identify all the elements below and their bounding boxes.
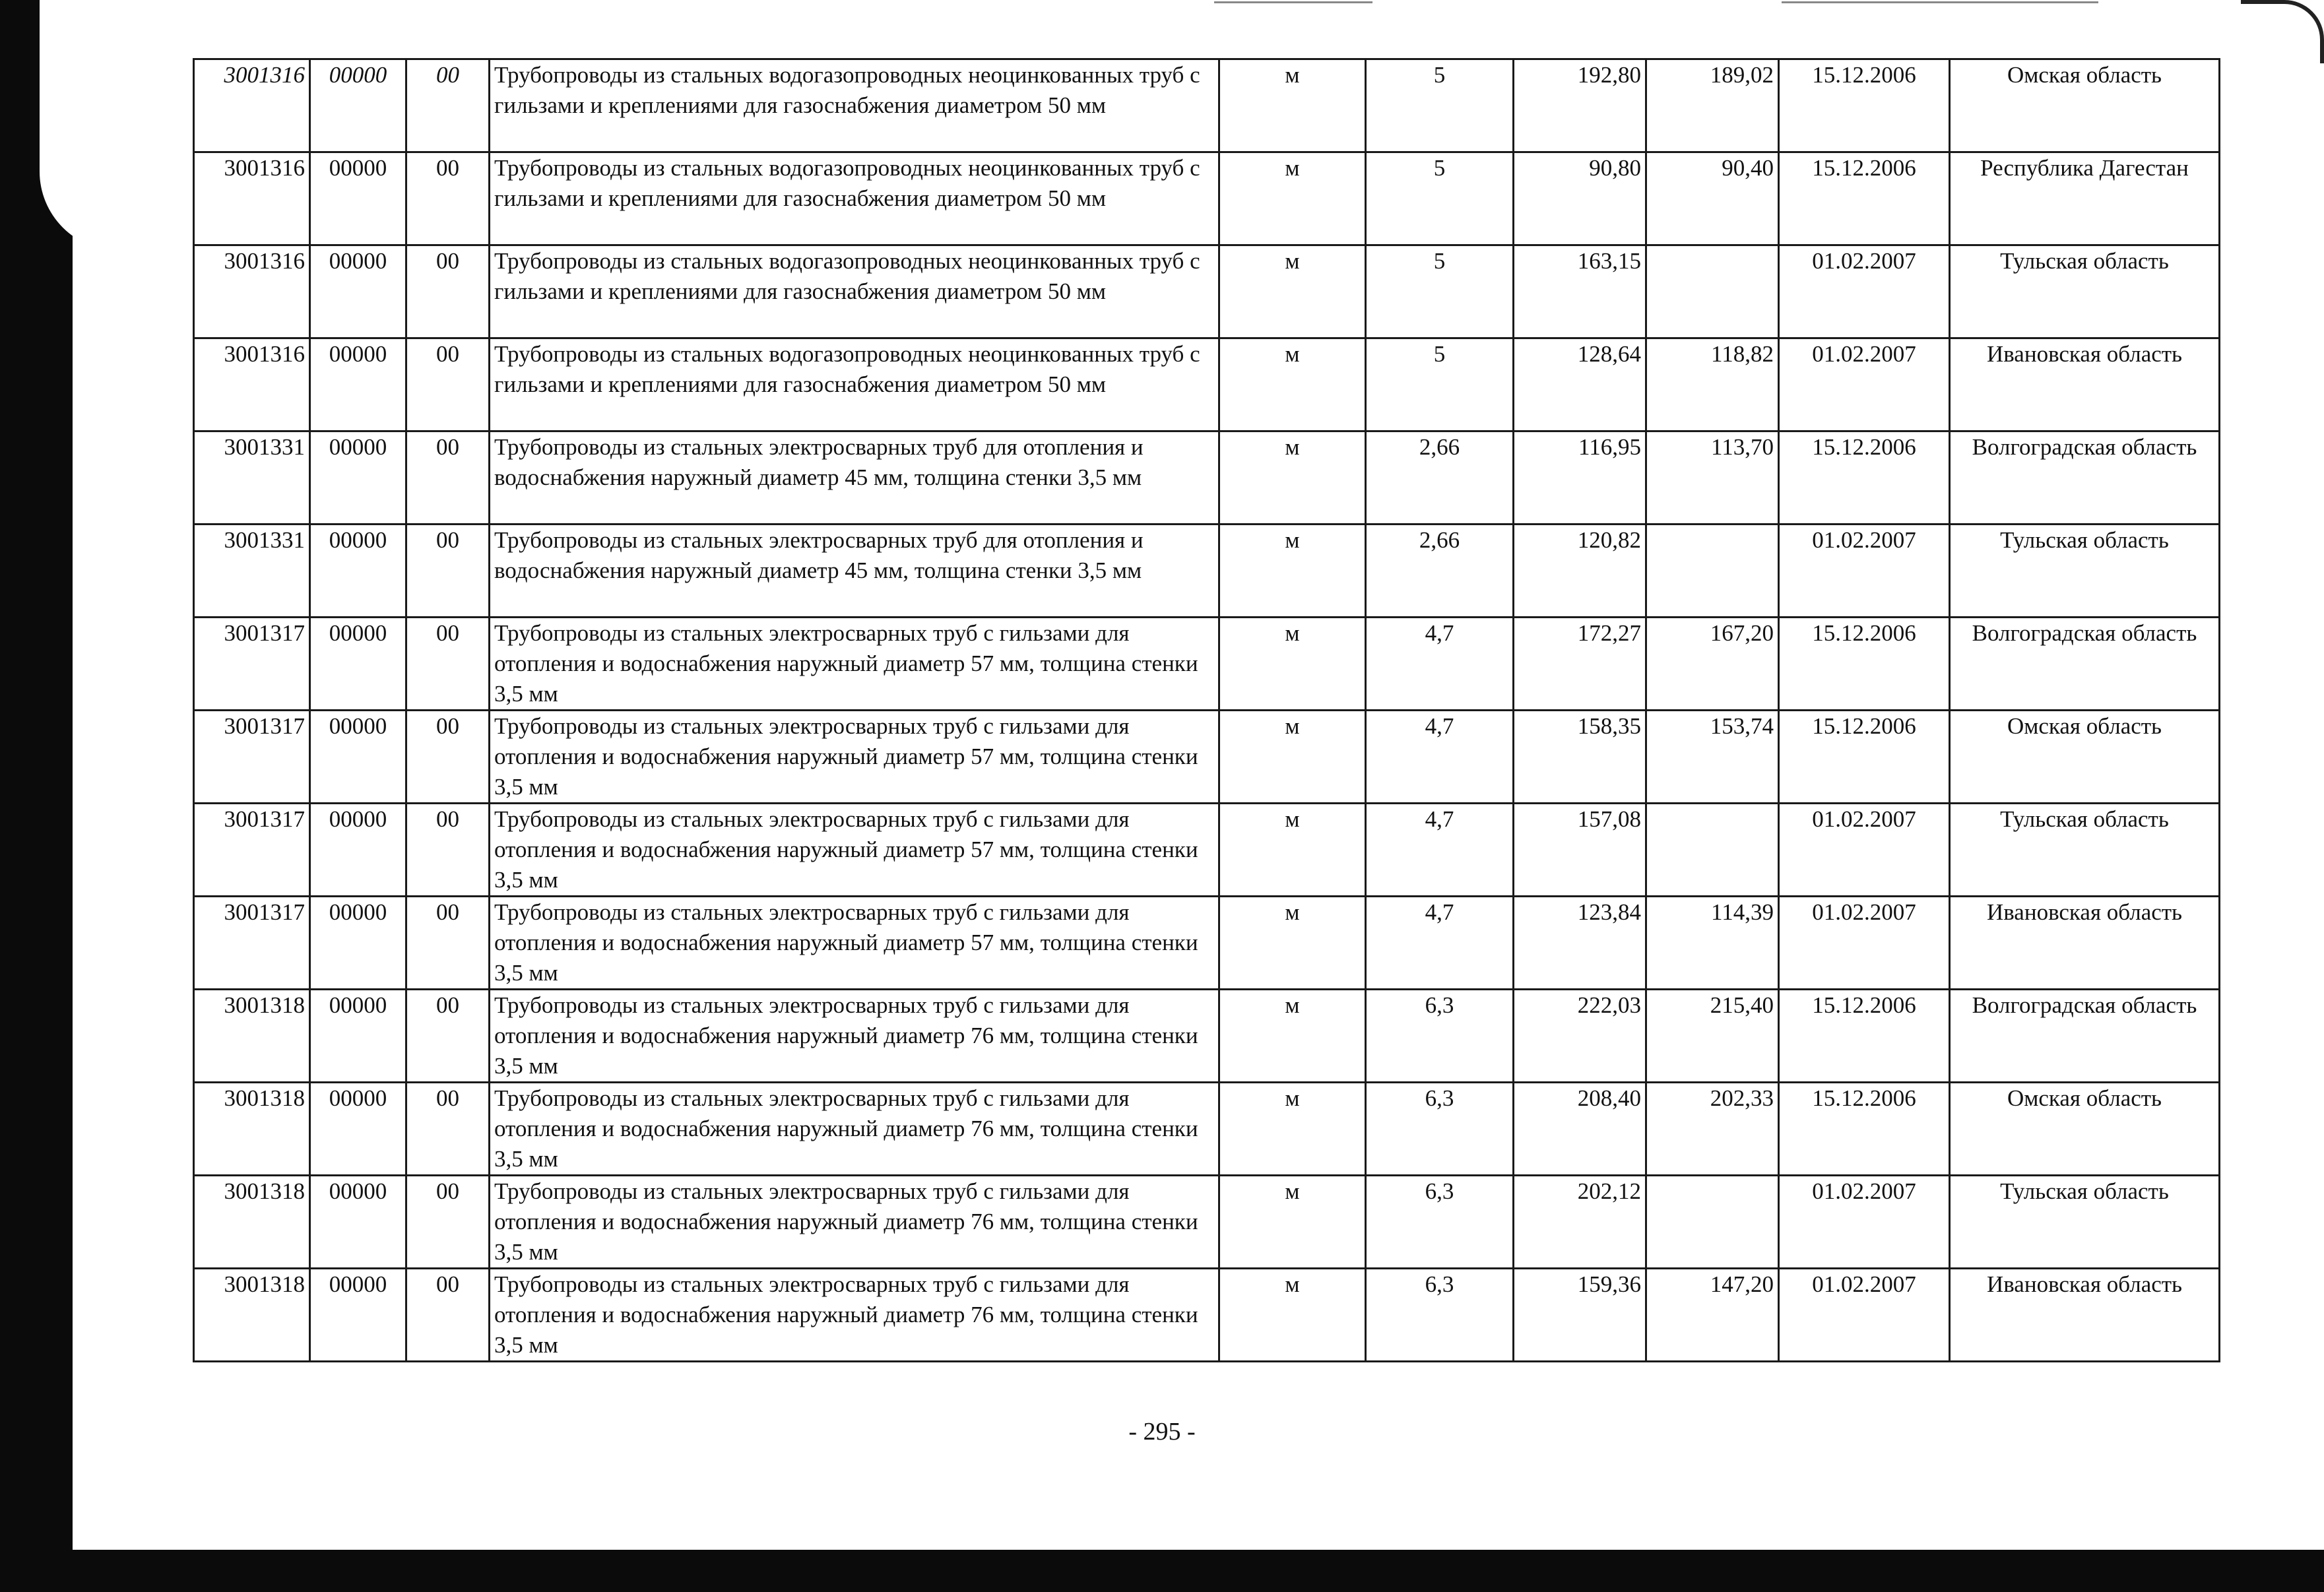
quantity-cell: 6,3 xyxy=(1366,1083,1514,1176)
item-code-cell: 3001318 xyxy=(194,1083,310,1176)
table-row xyxy=(194,897,2220,990)
region-cell: Республика Дагестан xyxy=(1950,152,2220,245)
suffix-code-cell: 00 xyxy=(406,59,490,152)
price-2-cell: 147,20 xyxy=(1646,1269,1779,1362)
item-code-cell: 3001316 xyxy=(194,59,310,152)
price-2-cell: 90,40 xyxy=(1646,152,1779,245)
scan-left-edge xyxy=(0,0,73,1592)
suffix-code-cell: 00 xyxy=(406,1176,490,1269)
suffix-code-cell: 00 xyxy=(406,711,490,804)
date-cell: 15.12.2006 xyxy=(1779,431,1950,525)
unit-cell: м xyxy=(1219,1176,1366,1269)
date-cell: 01.02.2007 xyxy=(1779,804,1950,897)
unit-cell: м xyxy=(1219,152,1366,245)
region-cell: Ивановская область xyxy=(1950,338,2220,431)
suffix-code-cell: 00 xyxy=(406,431,490,525)
table-row xyxy=(194,990,2220,1083)
price-1-cell: 123,84 xyxy=(1514,897,1646,990)
sub-code-cell: 00000 xyxy=(310,897,406,990)
suffix-code-cell: 00 xyxy=(406,152,490,245)
price-1-cell: 116,95 xyxy=(1514,431,1646,525)
unit-cell: м xyxy=(1219,897,1366,990)
price-2-cell: 189,02 xyxy=(1646,59,1779,152)
price-1-cell: 159,36 xyxy=(1514,1269,1646,1362)
table-row xyxy=(194,152,2220,245)
unit-cell: м xyxy=(1219,431,1366,525)
item-description-cell: Трубопроводы из стальных электросварных труб с гильзами для отопления и водоснабжения наружный диаметр 76 мм, толщина стенки 3,5 мм xyxy=(490,1269,1219,1362)
table-row xyxy=(194,245,2220,338)
item-description-cell: Трубопроводы из стальных водогазопроводных неоцинкованных труб с гильзами и креплениями для газоснабжения диаметром 50 мм xyxy=(490,59,1219,152)
table-row xyxy=(194,804,2220,897)
item-code-cell: 3001318 xyxy=(194,1176,310,1269)
item-description-cell: Трубопроводы из стальных электросварных труб с гильзами для отопления и водоснабжения наружный диаметр 76 мм, толщина стенки 3,5 мм xyxy=(490,990,1219,1083)
price-2-cell: 113,70 xyxy=(1646,431,1779,525)
price-2-cell xyxy=(1646,1176,1779,1269)
sub-code-cell: 00000 xyxy=(310,59,406,152)
item-description-cell: Трубопроводы из стальных электросварных труб с гильзами для отопления и водоснабжения наружный диаметр 57 мм, толщина стенки 3,5 мм xyxy=(490,711,1219,804)
region-cell: Волгоградская область xyxy=(1950,431,2220,525)
date-cell: 15.12.2006 xyxy=(1779,711,1950,804)
table-row xyxy=(194,711,2220,804)
item-code-cell: 3001316 xyxy=(194,338,310,431)
quantity-cell: 5 xyxy=(1366,338,1514,431)
item-code-cell: 3001317 xyxy=(194,711,310,804)
item-code-cell: 3001316 xyxy=(194,245,310,338)
item-description-cell: Трубопроводы из стальных электросварных труб с гильзами для отопления и водоснабжения наружный диаметр 76 мм, толщина стенки 3,5 мм xyxy=(490,1083,1219,1176)
suffix-code-cell: 00 xyxy=(406,245,490,338)
sub-code-cell: 00000 xyxy=(310,245,406,338)
suffix-code-cell: 00 xyxy=(406,338,490,431)
region-cell: Ивановская область xyxy=(1950,1269,2220,1362)
price-2-cell: 215,40 xyxy=(1646,990,1779,1083)
scan-top-line xyxy=(1214,1,1372,3)
price-1-cell: 128,64 xyxy=(1514,338,1646,431)
item-code-cell: 3001317 xyxy=(194,897,310,990)
quantity-cell: 6,3 xyxy=(1366,1176,1514,1269)
price-1-cell: 172,27 xyxy=(1514,618,1646,711)
quantity-cell: 2,66 xyxy=(1366,525,1514,618)
date-cell: 15.12.2006 xyxy=(1779,59,1950,152)
sub-code-cell: 00000 xyxy=(310,1176,406,1269)
price-2-cell xyxy=(1646,245,1779,338)
item-description-cell: Трубопроводы из стальных электросварных труб с гильзами для отопления и водоснабжения наружный диаметр 57 мм, толщина стенки 3,5 мм xyxy=(490,618,1219,711)
sub-code-cell: 00000 xyxy=(310,338,406,431)
suffix-code-cell: 00 xyxy=(406,618,490,711)
scan-top-line xyxy=(1782,1,2098,3)
table-row xyxy=(194,338,2220,431)
unit-cell: м xyxy=(1219,525,1366,618)
sub-code-cell: 00000 xyxy=(310,1083,406,1176)
region-cell: Ивановская область xyxy=(1950,897,2220,990)
region-cell: Волгоградская область xyxy=(1950,990,2220,1083)
sub-code-cell: 00000 xyxy=(310,525,406,618)
date-cell: 01.02.2007 xyxy=(1779,897,1950,990)
quantity-cell: 4,7 xyxy=(1366,804,1514,897)
price-1-cell: 208,40 xyxy=(1514,1083,1646,1176)
suffix-code-cell: 00 xyxy=(406,990,490,1083)
unit-cell: м xyxy=(1219,59,1366,152)
suffix-code-cell: 00 xyxy=(406,525,490,618)
date-cell: 15.12.2006 xyxy=(1779,618,1950,711)
quantity-cell: 6,3 xyxy=(1366,990,1514,1083)
quantity-cell: 5 xyxy=(1366,59,1514,152)
price-2-cell: 202,33 xyxy=(1646,1083,1779,1176)
quantity-cell: 5 xyxy=(1366,152,1514,245)
price-1-cell: 157,08 xyxy=(1514,804,1646,897)
item-description-cell: Трубопроводы из стальных электросварных труб с гильзами для отопления и водоснабжения наружный диаметр 76 мм, толщина стенки 3,5 мм xyxy=(490,1176,1219,1269)
table-row xyxy=(194,525,2220,618)
item-code-cell: 3001318 xyxy=(194,990,310,1083)
suffix-code-cell: 00 xyxy=(406,1083,490,1176)
region-cell: Тульская область xyxy=(1950,245,2220,338)
suffix-code-cell: 00 xyxy=(406,1269,490,1362)
sub-code-cell: 00000 xyxy=(310,711,406,804)
sub-code-cell: 00000 xyxy=(310,618,406,711)
item-code-cell: 3001317 xyxy=(194,804,310,897)
quantity-cell: 4,7 xyxy=(1366,618,1514,711)
price-table xyxy=(193,58,2220,1362)
sub-code-cell: 00000 xyxy=(310,431,406,525)
date-cell: 01.02.2007 xyxy=(1779,245,1950,338)
region-cell: Омская область xyxy=(1950,711,2220,804)
date-cell: 15.12.2006 xyxy=(1779,152,1950,245)
sub-code-cell: 00000 xyxy=(310,990,406,1083)
price-2-cell xyxy=(1646,525,1779,618)
page-number: - 295 - xyxy=(1128,1418,1196,1446)
scan-left-curve xyxy=(40,0,132,251)
item-code-cell: 3001331 xyxy=(194,431,310,525)
date-cell: 15.12.2006 xyxy=(1779,990,1950,1083)
region-cell: Волгоградская область xyxy=(1950,618,2220,711)
date-cell: 15.12.2006 xyxy=(1779,1083,1950,1176)
table-row xyxy=(194,1083,2220,1176)
item-description-cell: Трубопроводы из стальных электросварных труб с гильзами для отопления и водоснабжения наружный диаметр 57 мм, толщина стенки 3,5 мм xyxy=(490,804,1219,897)
item-code-cell: 3001331 xyxy=(194,525,310,618)
unit-cell: м xyxy=(1219,990,1366,1083)
unit-cell: м xyxy=(1219,618,1366,711)
unit-cell: м xyxy=(1219,804,1366,897)
table-row xyxy=(194,1269,2220,1362)
region-cell: Тульская область xyxy=(1950,525,2220,618)
item-description-cell: Трубопроводы из стальных водогазопроводных неоцинкованных труб с гильзами и креплениями для газоснабжения диаметром 50 мм xyxy=(490,338,1219,431)
item-code-cell: 3001316 xyxy=(194,152,310,245)
date-cell: 01.02.2007 xyxy=(1779,1176,1950,1269)
region-cell: Тульская область xyxy=(1950,804,2220,897)
sub-code-cell: 00000 xyxy=(310,804,406,897)
region-cell: Омская область xyxy=(1950,59,2220,152)
suffix-code-cell: 00 xyxy=(406,804,490,897)
scan-bottom-edge xyxy=(0,1550,2324,1592)
price-1-cell: 120,82 xyxy=(1514,525,1646,618)
sub-code-cell: 00000 xyxy=(310,1269,406,1362)
quantity-cell: 2,66 xyxy=(1366,431,1514,525)
quantity-cell: 5 xyxy=(1366,245,1514,338)
table-body xyxy=(194,59,2220,1362)
date-cell: 01.02.2007 xyxy=(1779,525,1950,618)
scan-top-right-edge xyxy=(2241,0,2324,63)
item-description-cell: Трубопроводы из стальных электросварных труб для отопления и водоснабжения наружный диаметр 45 мм, толщина стенки 3,5 мм xyxy=(490,525,1219,618)
suffix-code-cell: 00 xyxy=(406,897,490,990)
region-cell: Омская область xyxy=(1950,1083,2220,1176)
table-row xyxy=(194,1176,2220,1269)
date-cell: 01.02.2007 xyxy=(1779,338,1950,431)
table-row xyxy=(194,618,2220,711)
table-row xyxy=(194,59,2220,152)
item-description-cell: Трубопроводы из стальных водогазопроводных неоцинкованных труб с гильзами и креплениями для газоснабжения диаметром 50 мм xyxy=(490,245,1219,338)
price-2-cell: 118,82 xyxy=(1646,338,1779,431)
unit-cell: м xyxy=(1219,338,1366,431)
date-cell: 01.02.2007 xyxy=(1779,1269,1950,1362)
item-code-cell: 3001317 xyxy=(194,618,310,711)
price-1-cell: 202,12 xyxy=(1514,1176,1646,1269)
price-2-cell: 153,74 xyxy=(1646,711,1779,804)
quantity-cell: 4,7 xyxy=(1366,897,1514,990)
price-2-cell: 167,20 xyxy=(1646,618,1779,711)
item-code-cell: 3001318 xyxy=(194,1269,310,1362)
item-description-cell: Трубопроводы из стальных электросварных труб для отопления и водоснабжения наружный диаметр 45 мм, толщина стенки 3,5 мм xyxy=(490,431,1219,525)
item-description-cell: Трубопроводы из стальных электросварных труб с гильзами для отопления и водоснабжения наружный диаметр 57 мм, толщина стенки 3,5 мм xyxy=(490,897,1219,990)
region-cell: Тульская область xyxy=(1950,1176,2220,1269)
price-1-cell: 158,35 xyxy=(1514,711,1646,804)
item-description-cell: Трубопроводы из стальных водогазопроводных неоцинкованных труб с гильзами и креплениями для газоснабжения диаметром 50 мм xyxy=(490,152,1219,245)
price-2-cell xyxy=(1646,804,1779,897)
unit-cell: м xyxy=(1219,1269,1366,1362)
price-1-cell: 163,15 xyxy=(1514,245,1646,338)
price-1-cell: 90,80 xyxy=(1514,152,1646,245)
unit-cell: м xyxy=(1219,711,1366,804)
sub-code-cell: 00000 xyxy=(310,152,406,245)
unit-cell: м xyxy=(1219,1083,1366,1176)
table-row xyxy=(194,431,2220,525)
price-2-cell: 114,39 xyxy=(1646,897,1779,990)
price-1-cell: 222,03 xyxy=(1514,990,1646,1083)
quantity-cell: 6,3 xyxy=(1366,1269,1514,1362)
unit-cell: м xyxy=(1219,245,1366,338)
quantity-cell: 4,7 xyxy=(1366,711,1514,804)
price-1-cell: 192,80 xyxy=(1514,59,1646,152)
